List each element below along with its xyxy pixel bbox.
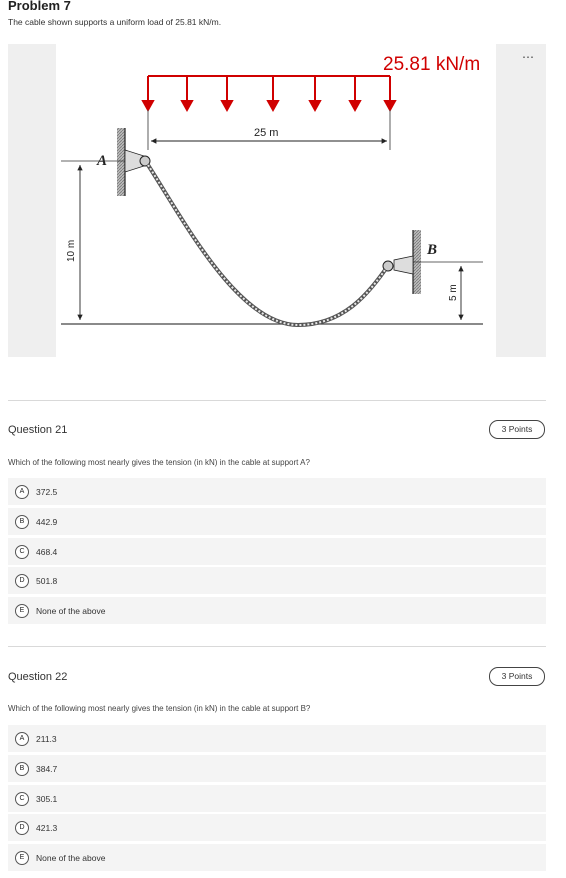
divider — [8, 400, 546, 401]
cable-figure — [8, 44, 546, 359]
q21-option-d[interactable] — [8, 567, 546, 594]
q22-option-e[interactable] — [8, 844, 546, 871]
question-22-points-badge: 3 Points — [489, 667, 545, 686]
option-letter-badge: A — [15, 732, 29, 746]
option-label: 211.3 — [36, 733, 57, 744]
more-options-icon[interactable]: ⋯ — [522, 50, 534, 64]
option-label: None of the above — [36, 605, 106, 616]
q21-option-b[interactable] — [8, 508, 546, 535]
option-label: 305.1 — [36, 793, 58, 804]
option-letter-badge: D — [15, 821, 29, 835]
option-letter-badge: E — [15, 851, 29, 865]
support-a-label: A — [97, 153, 108, 169]
q22-option-b[interactable] — [8, 755, 546, 782]
question-21-points-badge: 3 Points — [489, 420, 545, 439]
option-label: None of the above — [36, 852, 106, 863]
option-letter-badge: B — [15, 762, 29, 776]
right-height-label: 5 m — [448, 284, 459, 301]
option-letter-badge: E — [15, 604, 29, 618]
option-letter-badge: B — [15, 515, 29, 529]
span-label: 25 m — [254, 127, 279, 139]
question-22-title: Question 22 — [8, 671, 68, 683]
q22-option-c[interactable] — [8, 785, 546, 812]
option-letter-badge: C — [15, 545, 29, 559]
distributed-load — [143, 76, 395, 110]
option-letter-badge: C — [15, 792, 29, 806]
left-height-label: 10 m — [66, 239, 77, 262]
option-letter-badge: D — [15, 574, 29, 588]
problem-description: The cable shown supports a uniform load of 25.81 kN/m. — [8, 17, 222, 27]
support-b-label: B — [427, 242, 438, 258]
question-22-text: Which of the following most nearly gives the tension (in kN) in the cable at support B? — [8, 704, 311, 713]
option-letter-badge: A — [15, 485, 29, 499]
option-label: 468.4 — [36, 546, 58, 557]
option-label: 372.5 — [36, 486, 58, 497]
divider — [8, 646, 546, 647]
q21-option-c[interactable] — [8, 538, 546, 565]
q21-option-e[interactable] — [8, 597, 546, 624]
q21-option-a[interactable] — [8, 478, 546, 505]
q22-option-d[interactable] — [8, 814, 546, 841]
load-label: 25.81 kN/m — [383, 54, 481, 75]
option-label: 384.7 — [36, 763, 58, 774]
problem-title: Problem 7 — [8, 0, 71, 13]
q22-option-a[interactable] — [8, 725, 546, 752]
option-label: 421.3 — [36, 822, 58, 833]
question-21-title: Question 21 — [8, 424, 68, 436]
option-label: 442.9 — [36, 516, 58, 527]
option-label: 501.8 — [36, 575, 58, 586]
question-21-text: Which of the following most nearly gives the tension (in kN) in the cable at support A? — [8, 458, 310, 467]
